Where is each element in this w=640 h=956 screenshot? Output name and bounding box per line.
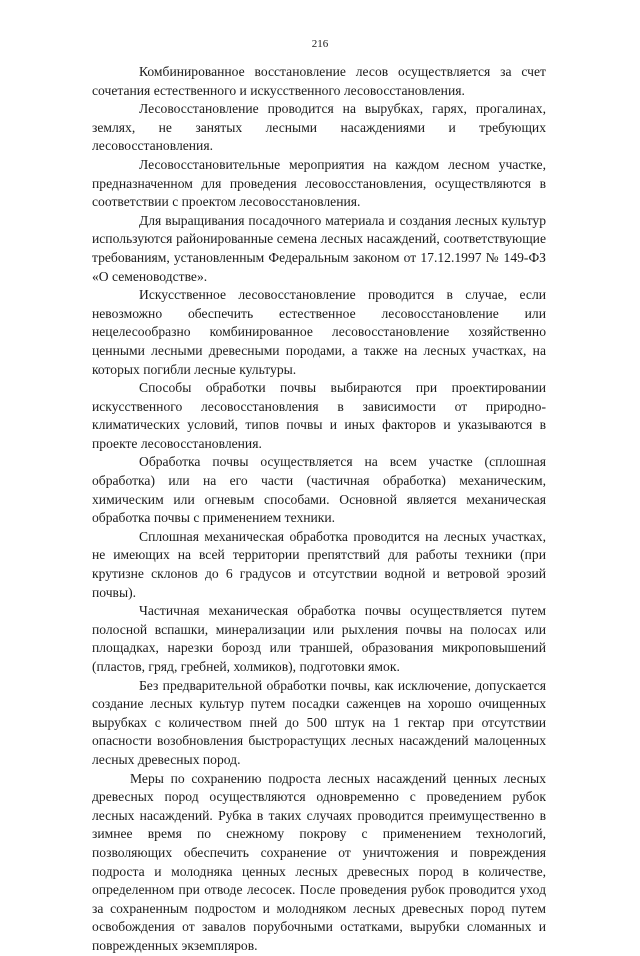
- paragraph: Лесовосстановительные мероприятия на каждом лесном участке, предназначенном для проведения лесовосстановления, осуществляются в соответствии с проектом лесовосстановления.: [92, 156, 546, 210]
- paragraph: Для выращивания посадочного материала и создания лесных культур используются районированные семена лесных насаждений, соответствующие требованиям, установленным Федеральным законом от 17.12.1997 № 149-ФЗ «О семеноводстве».: [92, 212, 546, 284]
- document-body: [92, 63, 546, 956]
- paragraph: Сплошная механическая обработка проводится на лесных участках, не имеющих на всей территории препятствий для работы техники (при крутизне склонов до 6 градусов и отсутствии водной и ветровой эрозий почвы).: [92, 528, 546, 600]
- paragraph: Меры по сохранению подроста лесных насаждений ценных лесных древесных пород осуществляются одновременно с проведением рубок лесных насаждений. Рубка в таких случаях проводится преимущественно в зимнее время по снежному покрову с применением технологий, позволяющих обеспечить сохранение от уничтожения и повреждения подроста и молодняка ценных лесных древесных пород в количестве, определенном при отводе лесосек. После проведения рубок проводится уход за сохраненным подростом и молодняком лесных древесных пород путем освобождения от завалов порубочными остатками, вырубки сломанных и поврежденных экземпляров.: [92, 770, 546, 953]
- paragraph: Комбинированное восстановление лесов осуществляется за счет сочетания естественного и искусственного лесовосстановления.: [92, 64, 546, 98]
- paragraph: Обработка почвы осуществляется на всем участке (сплошная обработка) или на его части (частичная обработка) механическим, химическим или огневым способами. Основной является механическая обработка почвы с применением техники.: [92, 454, 546, 526]
- paragraph: Частичная механическая обработка почвы осуществляется путем полосной вспашки, минерализации или рыхления почвы на полосах или площадках, нарезки борозд или траншей, образования микроповышений (пластов, гряд, гребней, холмиков), подготовки ямок.: [92, 603, 546, 674]
- paragraph: Лесовосстановление проводится на вырубках, гарях, прогалинах, землях, не занятых лесными насаждениями и требующих лесовосстановления.: [92, 101, 546, 154]
- paragraph: Искусственное лесовосстановление проводится в случае, если невозможно обеспечить естественное лесовосстановление или нецелесообразно комбинированное лесовосстановление хозяйственно ценными лесными древесными породами, а также на лесных участках, на которых погибли лесные культуры.: [92, 287, 546, 377]
- paragraph: Способы обработки почвы выбираются при проектировании искусственного лесовосстановления в зависимости от природно-климатических условий, типов почвы и иных факторов и указываются в проекте лесовосстановления.: [92, 380, 546, 451]
- paragraph: Без предварительной обработки почвы, как исключение, допускается создание лесных культур путем посадки саженцев на хорошо очищенных вырубках с количеством пней до 500 штук на 1 гектар при отсутствии опасности возобновления быстрорастущих лесных насаждений малоценных лесных древесных пород.: [92, 677, 546, 767]
- page-number: 216: [311, 38, 329, 50]
